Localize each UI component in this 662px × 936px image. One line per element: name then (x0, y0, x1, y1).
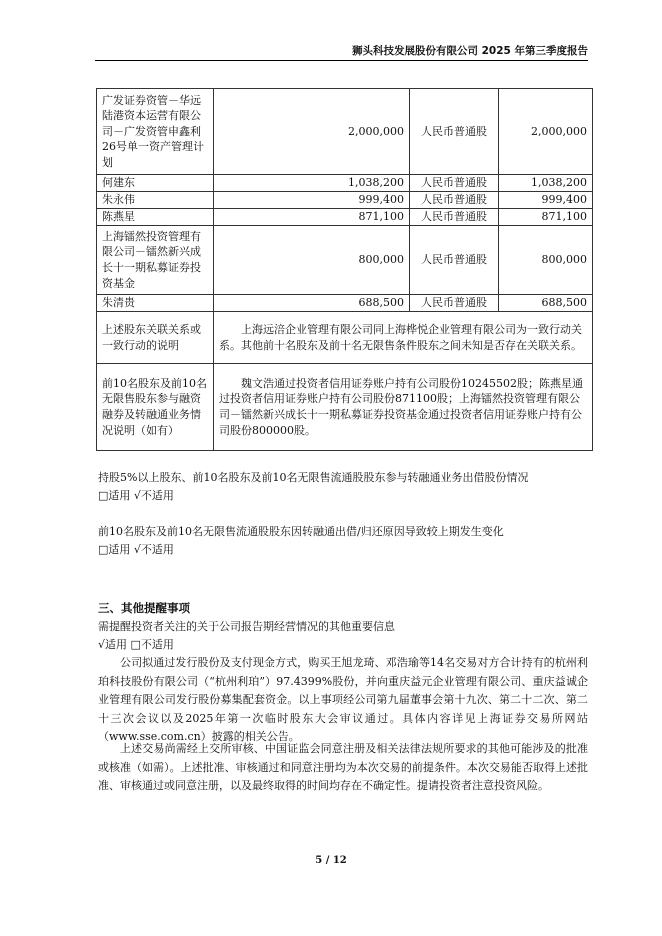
holder-shares: 688,500 (214, 295, 410, 312)
margin-row (97, 364, 593, 451)
section-options: √适用 □不适用 (98, 638, 174, 651)
holder-shares: 1,038,200 (214, 175, 410, 192)
margin-note (214, 364, 593, 451)
holder-shares: 999,400 (214, 192, 410, 209)
share-count: 1,038,200 (499, 175, 593, 192)
holder-shares: 2,000,000 (214, 89, 410, 175)
share-count: 800,000 (499, 226, 593, 295)
lending-title: 持股5%以上股东、前10名股东及前10名无限售流通股股东参与转融通业务出借股份情况 (98, 471, 529, 484)
related-text: 上海远涪企业管理有限公司同上海桦悦企业管理有限公司为一致行动关系。其他前十名股东及前十名无限售条件股东之间未知是否存在关联关系。 (219, 322, 582, 352)
margin-label: 前10名股东及前10名无限售股东参与融资融券及转融通业务情况说明（如有） (97, 364, 214, 451)
holder-name: 何建东 (97, 175, 214, 192)
section-intro: 需提醒投资者关注的关于公司报告期经营情况的其他重要信息 (98, 620, 395, 633)
report-header: 狮头科技发展股份有限公司 2025 年第三季度报告 (351, 45, 588, 57)
section-title: 三、其他提醒事项 (98, 601, 190, 615)
share-count: 999,400 (499, 192, 593, 209)
share-count: 688,500 (499, 295, 593, 312)
lending-options: □适用 √不适用 (98, 489, 174, 502)
related-label: 上述股东关联关系或一致行动的说明 (97, 312, 214, 364)
table-row (97, 226, 593, 295)
holder-shares: 800,000 (214, 226, 410, 295)
risk-paragraph: 上述交易尚需经上交所审核、中国证监会同意注册及相关法律法规所要求的其他可能涉及的批准或核准（如需）。上述批准、审核通过和同意注册均为本次交易的前提条件。本次交易能否取得上述批准、审核通过或同意注册，以及最终取得的时间均存在不确定性。提请投资者注意投资风险。 (98, 742, 588, 792)
table-row (97, 175, 593, 192)
share-type: 人民币普通股 (410, 89, 499, 175)
share-type: 人民币普通股 (410, 175, 499, 192)
change-options: □适用 √不适用 (98, 543, 174, 556)
table-row (97, 192, 593, 209)
holder-name: 上海镭然投资管理有限公司－镭然新兴成长十一期私募证券投资基金 (97, 226, 214, 295)
table-row (97, 209, 593, 226)
holder-shares: 871,100 (214, 209, 410, 226)
share-type: 人民币普通股 (410, 192, 499, 209)
share-type: 人民币普通股 (410, 295, 499, 312)
holder-name: 广发证券资管－华远陆港资本运营有限公司－广发资管申鑫利26号单一资产管理计划 (97, 89, 214, 175)
change-title: 前10名股东及前10名无限售流通股股东因转融通出借/归还原因导致较上期发生变化 (98, 525, 504, 538)
margin-text: 魏文浩通过投资者信用证券账户持有公司股份10245502股；陈燕星通过投资者信用证券账户持有公司股份871100股；上海镭然投资管理有限公司－镭然新兴成长十一期私募证券投资基金通过投资者信用证券账户持有公司股份800000股。 (219, 376, 583, 437)
page-number: 5 / 12 (315, 855, 347, 866)
transaction-paragraph: 公司拟通过发行股份及支付现金方式，购买王旭龙琦、邓浩瑜等14名交易对方合计持有的杭州利珀科技股份有限公司（“杭州利珀”）97.4399%股份，并向重庆益元企业管理有限公司、重庆益诚企业管理有限公司发行股份募集配套资金。以上事项经公司第九届董事会第十九次、第二十二次、第二十三次会议以及2025年第一次临时股东大会审议通过。具体内容详见上海证券交易所网站（www.sse.com.cn）披露的相关公告。 (98, 656, 588, 743)
holder-name: 陈燕星 (97, 209, 214, 226)
header-divider (95, 60, 588, 61)
share-type: 人民币普通股 (410, 226, 499, 295)
table-row (97, 295, 593, 312)
related-note (214, 312, 593, 364)
holder-name: 朱清贵 (97, 295, 214, 312)
holder-name: 朱永伟 (97, 192, 214, 209)
share-count: 871,100 (499, 209, 593, 226)
related-row (97, 312, 593, 364)
share-count: 2,000,000 (499, 89, 593, 175)
share-type: 人民币普通股 (410, 209, 499, 226)
holders-table (96, 88, 593, 451)
table-row (97, 89, 593, 175)
